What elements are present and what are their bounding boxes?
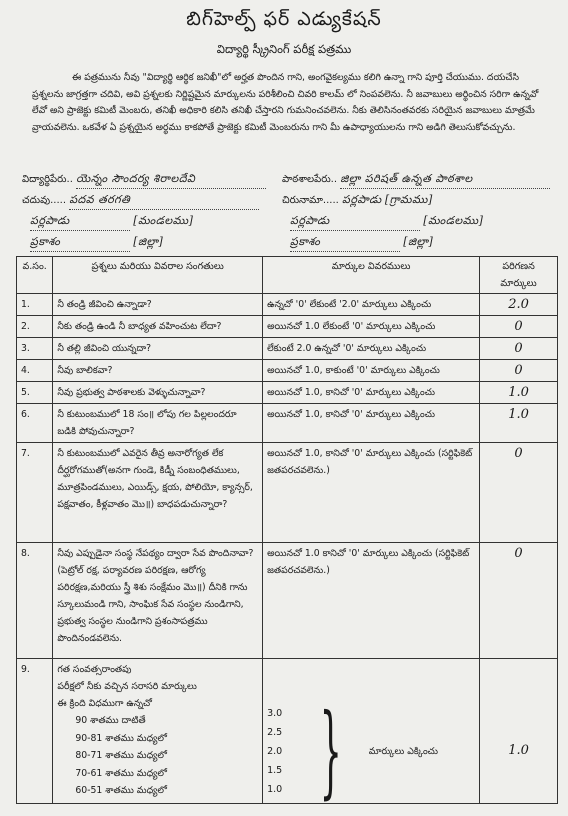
table-header-row xyxy=(17,257,558,294)
class-label: చదువు xyxy=(22,195,51,206)
row-marks-rule xyxy=(263,659,480,809)
school-name-label: పాఠశాలపేరు xyxy=(282,174,331,185)
student-name-field[interactable]: విద్యార్థిపేరు.. యెన్నం సౌందర్య శిరాలదేవి xyxy=(22,172,266,189)
row-question: నీ తండ్రి జీవించి ఉన్నాడా? xyxy=(53,294,263,316)
percentage-ranges xyxy=(57,712,258,800)
marks-instruction: మార్కులు ఎక్కించు xyxy=(368,745,438,757)
scale-value: 1.5 xyxy=(267,764,283,776)
brace-icon: } xyxy=(319,692,343,809)
row-score[interactable]: 0 xyxy=(480,543,558,659)
row-score[interactable]: 1.0 xyxy=(480,404,558,443)
row-question: నీవు ప్రభుత్వ పాఠశాలకు వెళ్ళుచున్నావా? xyxy=(53,382,263,404)
table-row xyxy=(17,316,558,338)
row-score[interactable]: 0 xyxy=(480,360,558,382)
question-line: ఈ క్రింది విధముగా ఉన్నచో xyxy=(57,698,152,709)
row-number: 3. xyxy=(17,338,53,360)
row-number: 1. xyxy=(17,294,53,316)
school-name-field[interactable]: పాఠశాలపేరు.. జిల్లా పరిషత్ ఉన్నత పాఠశాల xyxy=(282,172,550,189)
form-subtitle: విద్యార్థి స్క్రీనింగ్ పరీక్ష పత్రము xyxy=(216,42,352,56)
district-right-type: [జిల్లా] xyxy=(403,235,434,248)
address-field[interactable]: చిరునామా..... పర్లపాడు [గ్రామము] xyxy=(282,193,433,206)
row-question: నీ కుటుంబములో ఎవరైన తీవ్ర అనారోగ్యత లేక దీర్ఘరోగముతో(అనగా గుండె, కిడ్నీ సంబంధితములు, మూత్రపిండములు, ఎయిడ్స్, క్షయ, పోలియో, క్యాన్సర్, పక్షవాతం, కీళ్లవాతం మొ॥) బాధపడుచున్నారా? xyxy=(53,443,263,543)
instructions-paragraph: ఈ పత్రమును నీవు "విద్యార్థి ఆర్థిక జనిఖీ"లో అర్హత పొందిన గాని, అంగవైకల్యము కలిగి ఉన్నా గాని పూర్తి చేయుము. దయచేసి ప్రశ్నలను జాగ్రత్తగా చదివి, అవి ప్రశ్నలకు నిర్ణిష్టమైన మార్కులను పరిశీలించి చివరి కాలమ్ లో నింపవలెను. నీ జవాబులు అర్థించిన సరిగా ఉన్నవో లేవో అని ప్రాజెక్టు కమిటీ మెంబరు, తనిఖీ అధికారి కలిసి తనిఖీ చేస్తారని గుమనించవలెను. నీకు తెలిసినంతవరకు సరియైన జవాబులు మాత్రమే వ్రాయవలెను. ఒకవేళ ఏ ప్రశ్నయైన అర్థము కాకపోతే ప్రాజెక్టు కమిటీ మెంబరును గాని మీ ఉపాధ్యాయులను గాని అడిగి తెలుసుకోవచ్చును. xyxy=(32,72,539,133)
row-number: 5. xyxy=(17,382,53,404)
row-marks-rule: లేకుంటే 2.0 ఉన్నచో '0' మార్కులు ఎక్కించు xyxy=(263,338,480,360)
question-line: గత సంవత్సరాంతపు xyxy=(57,664,132,675)
row-score[interactable]: 1.0 xyxy=(480,382,558,404)
district-left[interactable] xyxy=(30,235,163,252)
question-line: పరీక్షలో నీకు వచ్చిన సరాసరి మార్కులు xyxy=(57,681,197,692)
table-row xyxy=(17,294,558,316)
scale-value: 2.5 xyxy=(267,726,283,738)
row-number: 7. xyxy=(17,443,53,543)
header-serial: వ.సం. xyxy=(17,257,53,294)
row-question: నీ తల్లి జీవించి యున్నదా? xyxy=(53,338,263,360)
table-row xyxy=(17,382,558,404)
screening-table xyxy=(16,256,558,809)
scale-value: 2.0 xyxy=(267,745,283,757)
row-question xyxy=(53,659,263,804)
district-right-value: ప్రకాశం xyxy=(290,235,400,252)
row-number: 9. xyxy=(17,659,53,804)
range-item: 80-71 శాతము మధ్యలో xyxy=(75,750,167,761)
header-score: పరిగణన మార్కులు xyxy=(480,257,558,294)
row-marks-rule: అయినచో 1.0, కానిచో '0' మార్కులు ఎక్కించు (సర్టిఫికెట్ జతపరచవలెను.) xyxy=(263,443,480,543)
village-left: పర్లపాడు xyxy=(30,214,130,231)
scale-value: 3.0 xyxy=(267,707,283,719)
range-item: 90 శాతము దాటితే xyxy=(75,715,146,726)
row-number: 6. xyxy=(17,404,53,443)
village-left-type: [మండలము] xyxy=(133,214,194,227)
table-row xyxy=(17,404,558,443)
scale-value: 1.0 xyxy=(267,783,283,795)
row-score[interactable]: 1.0 xyxy=(480,659,558,804)
row-question: నీకు తండ్రి ఉండి నీ బాధ్యత వహించుట లేదా? xyxy=(53,316,263,338)
row-marks-rule: అయినచో 1.0, కానిచో '0' మార్కులు ఎక్కించు xyxy=(263,404,480,443)
district-left-value: ప్రకాశం xyxy=(30,235,130,252)
table-row xyxy=(17,659,558,804)
row-marks-rule: ఉన్నచో '0' లేకుంటే '2.0' మార్కులు ఎక్కించు xyxy=(263,294,480,316)
class-field[interactable]: చదువు..... పదవ తరగతి xyxy=(22,193,259,210)
range-item: 60-51 శాతము మధ్యలో xyxy=(75,785,167,796)
school-name-value: జిల్లా పరిషత్ ఉన్నత పాఠశాల xyxy=(340,172,550,189)
header-question: ప్రశ్నలు మరియు వివరాల సంగతులు xyxy=(53,257,263,294)
row-marks-rule: అయినచో 1.0, కాకుంటే '0' మార్కులు ఎక్కించు xyxy=(263,360,480,382)
mandal-left[interactable] xyxy=(30,214,193,231)
form-title: బిగ్‌హెల్ప్ ఫర్ ఎడ్యుకేషన్ xyxy=(186,8,382,30)
row-marks-rule: అయినచో 1.0 లేకుంటే '0' మార్కులు ఎక్కించు xyxy=(263,316,480,338)
row-number: 2. xyxy=(17,316,53,338)
table-row xyxy=(17,543,558,659)
mandal-right[interactable] xyxy=(290,214,483,231)
row-marks-rule: అయినచో 1.0 కానిచో '0' మార్కులు ఎక్కించు (సర్టిఫికెట్ జతపరచవలెను.) xyxy=(263,543,480,659)
row-question: నీ కుటుంబములో 18 సం॥ లోపు గల పిల్లలందరూ బడికి పోవుచున్నారా? xyxy=(53,404,263,443)
marks-scale xyxy=(267,692,475,809)
district-right[interactable] xyxy=(290,235,433,252)
row-number: 4. xyxy=(17,360,53,382)
row-score[interactable]: 0 xyxy=(480,338,558,360)
row-number: 8. xyxy=(17,543,53,659)
range-item: 70-61 శాతము మధ్యలో xyxy=(75,767,167,779)
table-row xyxy=(17,443,558,543)
address-value: పర్లపాడు xyxy=(342,193,382,206)
address-label: చిరునామా xyxy=(282,195,323,206)
address-value-2: [గ్రామము] xyxy=(384,193,433,206)
village-right: పర్లపాడు xyxy=(290,214,420,231)
row-question: నీవు బాలికవా? xyxy=(53,360,263,382)
table-row xyxy=(17,338,558,360)
class-value: పదవ తరగతి xyxy=(69,193,259,210)
header-marks: మార్కుల వివరములు xyxy=(263,257,480,294)
row-score[interactable]: 0 xyxy=(480,443,558,543)
row-score[interactable]: 2.0 xyxy=(480,294,558,316)
student-name-label: విద్యార్థిపేరు xyxy=(22,174,67,185)
range-item: 90-81 శాతము మధ్యలో xyxy=(75,732,167,744)
student-name-value: యెన్నం సౌందర్య శిరాలదేవి xyxy=(76,172,266,189)
row-question: నీవు ఎప్పుడైనా సంస్థ నేపథ్యం ద్వారా సేవ పొందినావా? (పెట్రోల్ రక్ష, పర్యావరణ పరిరక్షణ, ఆరోగ్య పరిరక్షణ,మరియు స్త్రీ శిశు సంక్షేమం మొ॥) దీనికి గాను స్కూలుమండి గాని, సాంఘిక సేవ సంస్థల నుండిగాని, ప్రభుత్వ సంస్థల నుండిగాని ప్రశంసాపత్రము పొందినండవలెను. xyxy=(53,543,263,659)
district-left-type: [జిల్లా] xyxy=(133,235,164,248)
row-score[interactable]: 0 xyxy=(480,316,558,338)
village-right-type: [మండలము] xyxy=(423,214,484,227)
row-marks-rule: అయినచో 1.0, కానిచో '0' మార్కులు ఎక్కించు xyxy=(263,382,480,404)
table-row xyxy=(17,360,558,382)
